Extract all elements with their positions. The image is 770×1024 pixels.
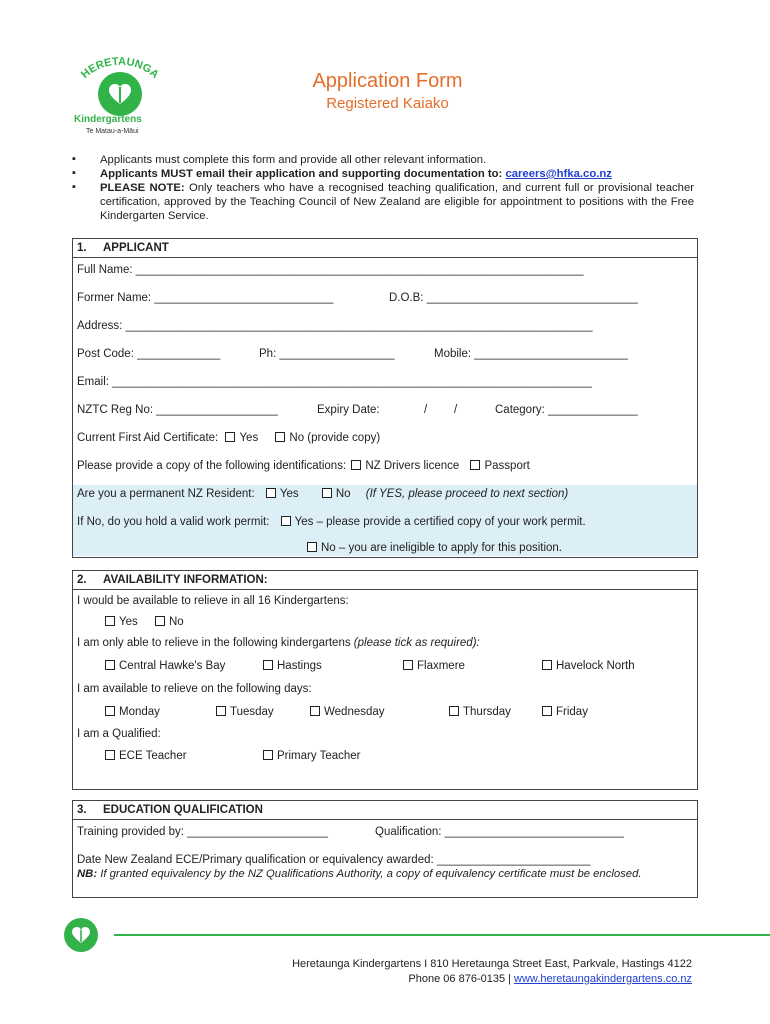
checkbox[interactable] (310, 706, 320, 716)
resident-row: Are you a permanent NZ Resident: Yes No (If YES, please proceed to next section) (77, 488, 569, 500)
instructions-list (72, 153, 694, 223)
work-permit-row: If No, do you hold a valid work permit: Yes – please provide a certified copy of your work permit. (77, 516, 586, 528)
instruction-item: ▪ Applicants MUST email their application and supporting documentation to: careers@hfka.co.nz (72, 167, 612, 180)
heart-logo-icon (98, 72, 142, 116)
specific-kindergartens-question: I am only able to relieve in the following kindergartens (please tick as required): (77, 637, 480, 649)
email-field[interactable]: Email: ___________________________________________________________________________ (77, 376, 592, 388)
footer-divider (114, 934, 770, 936)
applicant-section (72, 238, 698, 558)
all-kindergartens-options: Yes No (105, 616, 184, 628)
instruction-item: ▪ Applicants must complete this form and provide all other relevant information. (72, 153, 487, 166)
checkbox[interactable] (403, 660, 413, 670)
section-heading: 3. EDUCATION QUALIFICATION (77, 804, 263, 816)
address-field[interactable]: Address: _________________________________________________________________________ (77, 320, 593, 332)
checkbox[interactable] (105, 660, 115, 670)
resident-no-checkbox[interactable] (322, 488, 332, 498)
expiry-date-label: Expiry Date: (317, 404, 380, 416)
expiry-date-slash: / (454, 404, 458, 416)
instruction-item: ▪ PLEASE NOTE: Only teachers who have a recognised teaching qualification, and current full or provisional teacher certification, approved by the Teaching Council of New Zealand are eligible for appointment to positions with the Free Kindergarten Service. (72, 181, 694, 222)
logo-tagline: Te Matau-a-Māui (86, 128, 139, 135)
footer-contact: Phone 06 876-0135 | www.heretaungakindergartens.co.nz (408, 973, 692, 985)
day-option[interactable]: Monday (105, 706, 160, 718)
footer-heart-logo-icon (64, 918, 98, 952)
qualification-option[interactable]: Primary Teacher (263, 750, 361, 762)
resident-yes-checkbox[interactable] (266, 488, 276, 498)
first-aid-no-checkbox[interactable] (275, 432, 285, 442)
mobile-field[interactable]: Mobile: ________________________ (434, 348, 628, 360)
logo (70, 50, 170, 140)
divider (73, 819, 697, 820)
qualification-field[interactable]: Qualification: ____________________________ (375, 826, 624, 838)
kindergarten-option[interactable]: Flaxmere (403, 660, 465, 672)
identification-row: Please provide a copy of the following identifications: NZ Drivers licence Passport (77, 460, 530, 472)
checkbox[interactable] (542, 706, 552, 716)
former-name-field[interactable]: Former Name: ____________________________ (77, 292, 334, 304)
phone-field[interactable]: Ph: __________________ (259, 348, 395, 360)
day-option[interactable]: Thursday (449, 706, 511, 718)
checkbox[interactable] (263, 750, 273, 760)
kindergarten-option[interactable]: Hastings (263, 660, 322, 672)
qualified-question: I am a Qualified: (77, 728, 161, 740)
checkbox[interactable] (105, 750, 115, 760)
equivalency-note: NB: If granted equivalency by the NZ Qualifications Authority, a copy of equivalency certificate must be enclosed. (77, 868, 642, 880)
checkbox[interactable] (449, 706, 459, 716)
work-permit-no-row: No – you are ineligible to apply for this position. (307, 542, 562, 554)
bullet-icon: ▪ (72, 167, 76, 179)
page-title: Application Form (312, 70, 463, 92)
bullet-icon: ▪ (72, 153, 76, 165)
svg-text:HERETAUNGA: HERETAUNGA (79, 55, 161, 81)
logo-name: Kindergartens (74, 114, 142, 125)
checkbox[interactable] (263, 660, 273, 670)
footer-address: Heretaunga Kindergartens I 810 Heretaunga Street East, Parkvale, Hastings 4122 (292, 958, 692, 970)
divider (73, 257, 697, 258)
day-option[interactable]: Friday (542, 706, 588, 718)
page-subtitle: Registered Kaiako (326, 95, 449, 112)
post-code-field[interactable]: Post Code: _____________ (77, 348, 221, 360)
nz-drivers-licence-checkbox[interactable] (351, 460, 361, 470)
date-awarded-field[interactable]: Date New Zealand ECE/Primary qualification or equivalency awarded: ________________________ (77, 854, 591, 866)
divider (73, 589, 697, 590)
all-yes-checkbox[interactable] (105, 616, 115, 626)
day-option[interactable]: Tuesday (216, 706, 274, 718)
section-heading: 1. APPLICANT (77, 242, 169, 254)
day-option[interactable]: Wednesday (310, 706, 385, 718)
careers-email-link[interactable]: careers@hfka.co.nz (505, 168, 612, 180)
dob-field[interactable]: D.O.B: _________________________________ (389, 292, 638, 304)
passport-checkbox[interactable] (470, 460, 480, 470)
checkbox[interactable] (105, 706, 115, 716)
qualification-option[interactable]: ECE Teacher (105, 750, 187, 762)
expiry-date-slash: / (424, 404, 428, 416)
all-no-checkbox[interactable] (155, 616, 165, 626)
checkbox[interactable] (216, 706, 226, 716)
checkbox[interactable] (542, 660, 552, 670)
all-kindergartens-question: I would be available to relieve in all 16 Kindergartens: (77, 595, 349, 607)
work-permit-no-checkbox[interactable] (307, 542, 317, 552)
nztc-reg-field[interactable]: NZTC Reg No: ___________________ (77, 404, 278, 416)
work-permit-yes-checkbox[interactable] (281, 516, 291, 526)
first-aid-yes-checkbox[interactable] (225, 432, 235, 442)
kindergarten-option[interactable]: Havelock North (542, 660, 635, 672)
education-section (72, 800, 698, 898)
bullet-icon: ▪ (72, 181, 76, 193)
kindergarten-option[interactable]: Central Hawke's Bay (105, 660, 225, 672)
full-name-field[interactable]: Full Name: ______________________________________________________________________ (77, 264, 584, 276)
availability-section (72, 570, 698, 790)
first-aid-row: Current First Aid Certificate: Yes No (provide copy) (77, 432, 381, 444)
days-question: I am available to relieve on the following days: (77, 683, 312, 695)
category-field[interactable]: Category: ______________ (495, 404, 638, 416)
section-heading: 2. AVAILABILITY INFORMATION: (77, 574, 268, 586)
training-provider-field[interactable]: Training provided by: ______________________ (77, 826, 328, 838)
website-link[interactable]: www.heretaungakindergartens.co.nz (514, 973, 692, 985)
